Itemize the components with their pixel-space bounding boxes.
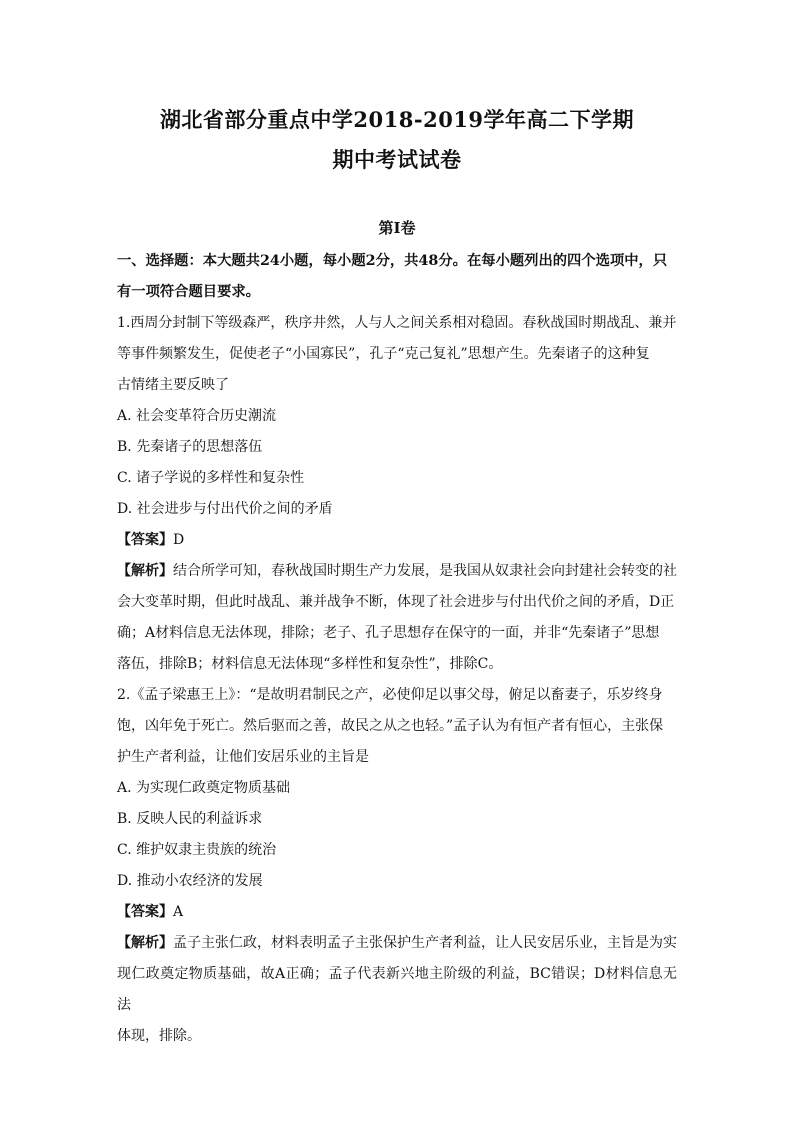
analysis-line: 现仁政奠定物质基础，故A正确；孟子代表新兴地主阶级的利益，BC错误；D材料信息无法 — [117, 966, 677, 1013]
option-d: D. 社会进步与付出代价之间的矛盾 — [117, 501, 333, 517]
question-stem-line: 饱，凶年免于死亡。然后驱而之善，故民之从之也轻。”孟子认为有恒产者有恒心，主张保 — [117, 718, 664, 734]
option-a: A. 社会变革符合历史潮流 — [117, 408, 277, 424]
section-heading: 第I卷 — [378, 219, 416, 237]
question-1 — [117, 308, 677, 680]
exam-title-line1: 湖北省部分重点中学2018-2019学年高二下学期 — [159, 107, 635, 132]
question-stem-line: 护生产者利益，让他们安居乐业的主旨是 — [117, 749, 369, 765]
answer-value: A — [173, 904, 184, 920]
exam-content — [117, 246, 677, 1052]
option-d: D. 推动小农经济的发展 — [117, 873, 263, 889]
analysis-line — [117, 928, 677, 959]
exam-title-line2: 期中考试试卷 — [332, 147, 462, 172]
analysis-label: 【解析】 — [117, 563, 173, 579]
answer-value: D — [173, 532, 185, 548]
question-stem-line: 2.《孟子梁惠王上》：“是故明君制民之产，必使仰足以事父母，俯足以畜妻子，乐岁终身 — [117, 687, 663, 703]
instruction-line2: 有一项符合题目要求。 — [117, 284, 260, 300]
analysis-line: 体现，排除。 — [117, 1028, 201, 1044]
analysis-line: 会大变革时期，但此时战乱、兼并战争不断，体现了社会进步与付出代价之间的矛盾，D正 — [117, 594, 675, 610]
option-c: C. 诸子学说的多样性和复杂性 — [117, 470, 305, 486]
question-stem-line: 古情绪主要反映了 — [117, 377, 229, 393]
option-b: B. 反映人民的利益诉求 — [117, 811, 263, 827]
option-b: B. 先秦诸子的思想落伍 — [117, 439, 263, 455]
analysis-line: 落伍，排除B；材料信息无法体现“多样性和复杂性”，排除C。 — [117, 656, 503, 672]
question-2 — [117, 680, 677, 1052]
analysis-text: 结合所学可知，春秋战国时期生产力发展，是我国从奴隶社会向封建社会转变的社 — [173, 563, 677, 579]
answer-line — [117, 897, 677, 928]
option-a: A. 为实现仁政奠定物质基础 — [117, 780, 291, 796]
instruction-line1: 一、选择题：本大题共24小题，每小题2分，共48分。在每小题列出的四个选项中，只 — [117, 253, 668, 269]
analysis-text: 孟子主张仁政，材料表明孟子主张保护生产者利益，让人民安居乐业，主旨是为实 — [173, 935, 677, 951]
analysis-line — [117, 556, 677, 587]
answer-label: 【答案】 — [117, 904, 173, 920]
answer-label: 【答案】 — [117, 532, 173, 548]
question-stem-line: 1.西周分封制下等级森严，秩序井然，人与人之间关系相对稳固。春秋战国时期战乱、兼并 — [117, 315, 677, 331]
option-c: C. 维护奴隶主贵族的统治 — [117, 842, 277, 858]
question-stem-line: 等事件频繁发生，促使老子“小国寡民”，孔子“克己复礼”思想产生。先秦诸子的这种复 — [117, 346, 650, 362]
analysis-line: 确；A材料信息无法体现，排除；老子、孔子思想存在保守的一面，并非“先秦诸子”思想 — [117, 625, 660, 641]
analysis-label: 【解析】 — [117, 935, 173, 951]
answer-line — [117, 525, 677, 556]
